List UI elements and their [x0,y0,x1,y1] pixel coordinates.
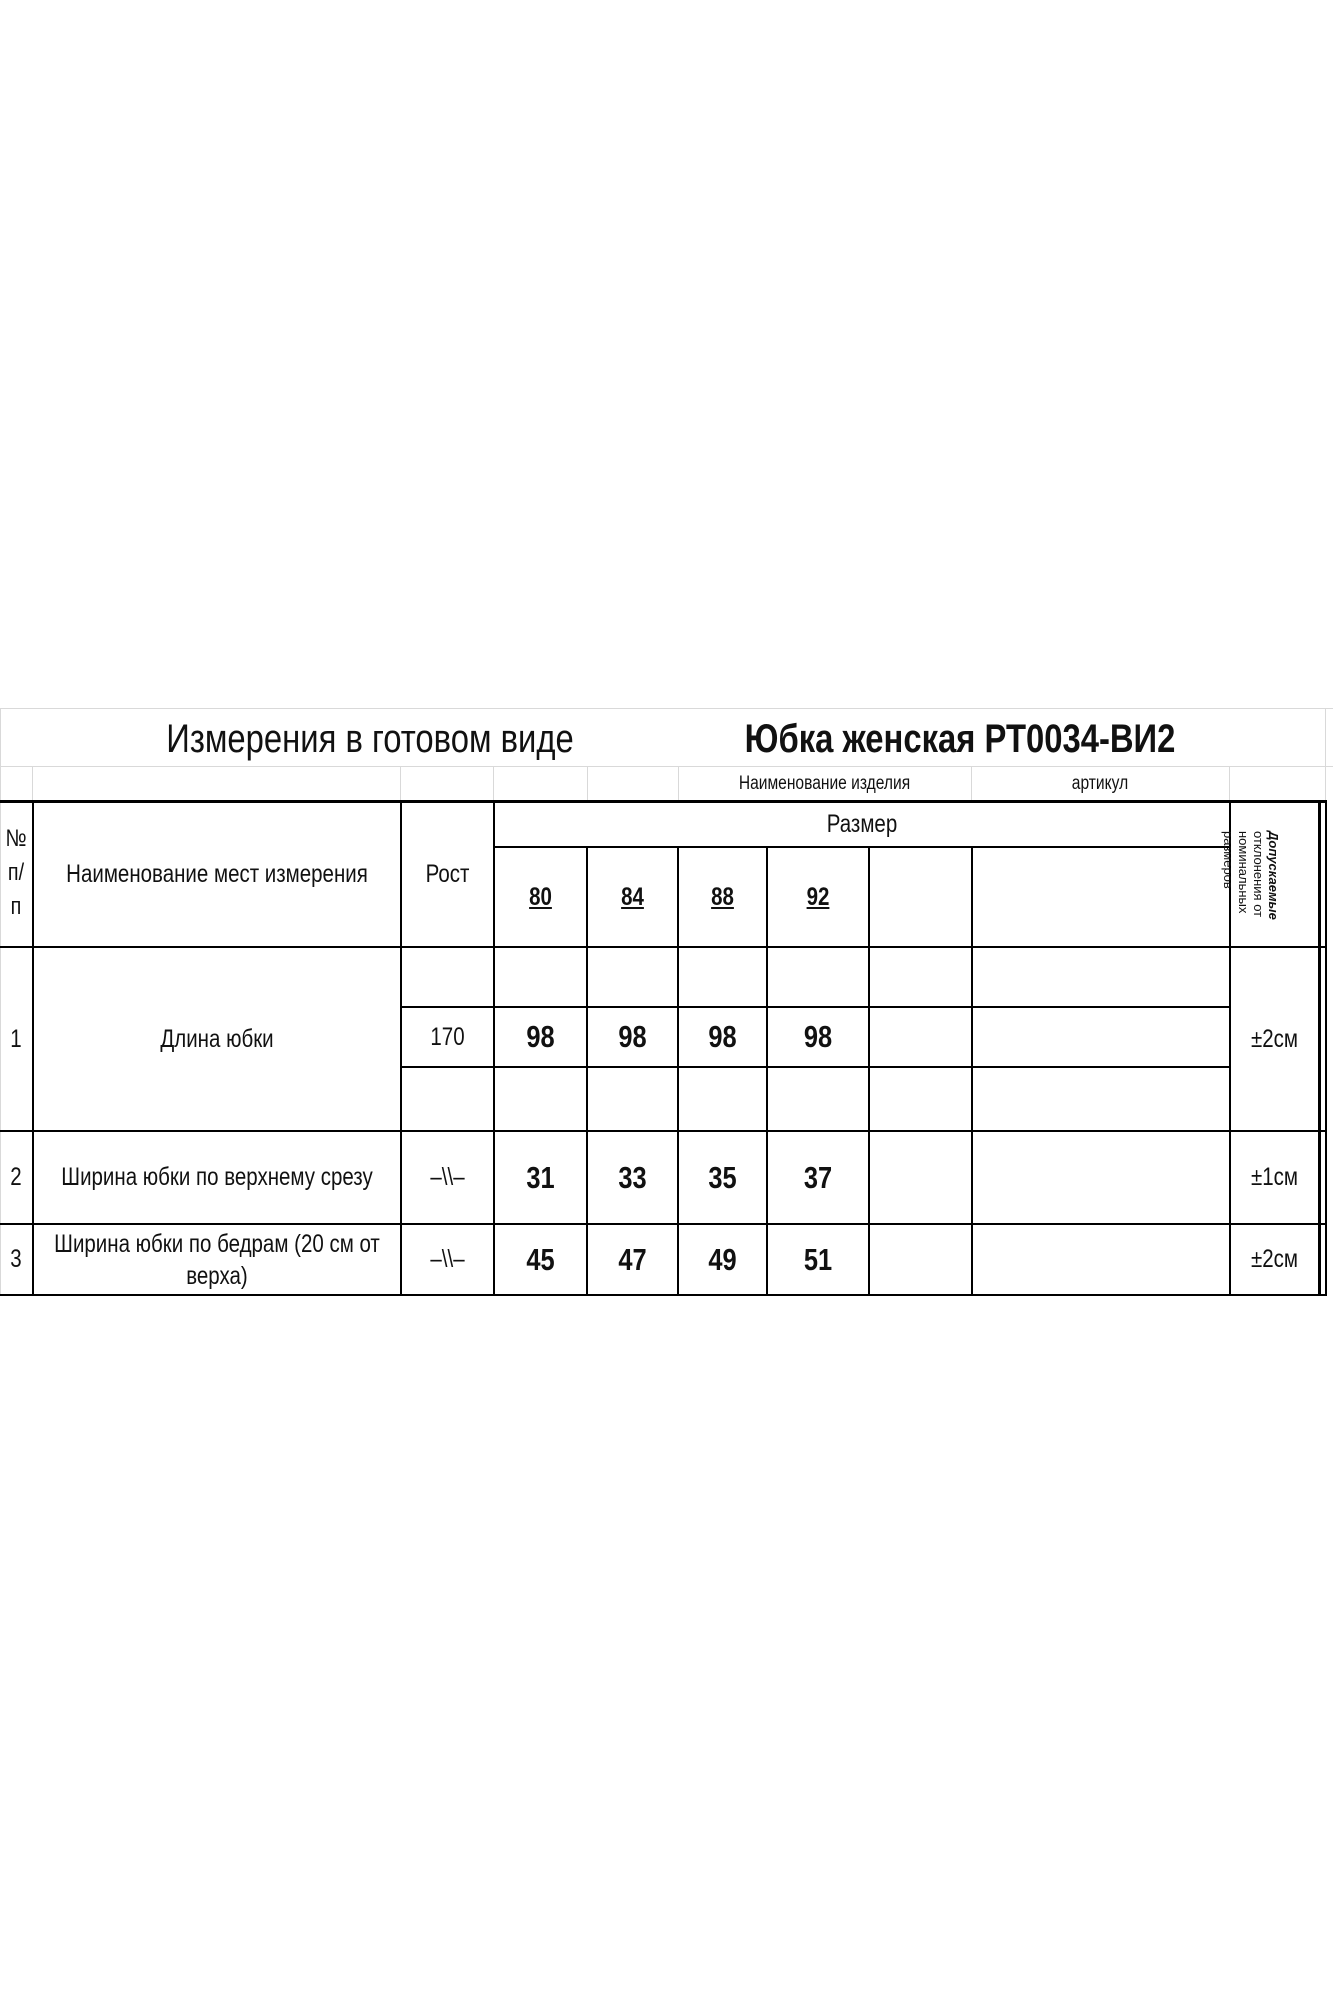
table-border [766,846,768,1296]
table-border [0,1294,1325,1296]
grid-line [587,766,588,800]
grid-line [0,708,1333,709]
size-value: 33 [618,1159,647,1195]
size-value: 98 [618,1019,647,1054]
row-number: 3 [10,1245,22,1273]
size-header [879,848,962,946]
table-border [1318,800,1321,1296]
height-value: –\\– [430,1245,465,1273]
size-value [996,1008,1206,1066]
size-value: 47 [618,1241,647,1277]
size-value [996,1132,1206,1223]
size-header: 80 [529,882,552,911]
caption-product-name: Наименование изделия [738,773,911,794]
size-value: 98 [803,1019,833,1054]
grid-line [493,766,494,800]
grid-line [0,708,1,800]
size-value: 35 [708,1159,737,1195]
grid-line [32,766,33,800]
product-title: Юбка женская РТ0034-ВИ2 [744,716,1176,761]
size-value: 98 [708,1019,737,1054]
table-border [586,846,588,1296]
measurement-name: Ширина юбки по верхнему срезу [61,1163,373,1191]
row-number: 2 [10,1163,22,1191]
table-border [400,1066,1230,1068]
size-header: 92 [806,882,830,911]
tolerance-value: ±1см [1251,1163,1298,1191]
size-value: 37 [803,1159,833,1195]
grid-line [0,800,1,1296]
size-value: 98 [526,1019,555,1054]
table-border [493,800,495,1296]
grid-line [678,766,679,800]
size-value: 45 [526,1241,555,1277]
size-value [879,1008,962,1066]
sheet-title: Измерения в готовом виде [166,716,574,761]
header-number: № п/ п [5,825,27,920]
grid-line [1229,766,1230,800]
size-header: 88 [711,882,734,911]
header-tolerance: Допускаемые отклонения от номинальных размеров [1221,831,1281,920]
height-value: –\\– [430,1163,465,1191]
header-height: Рост [425,860,470,888]
grid-line [1325,708,1326,800]
size-value [879,1225,962,1294]
measurement-sheet [0,708,1333,1296]
measurement-name: Ширина юбки по бедрам (20 см от верха) [54,1229,380,1290]
header-measurement-name: Наименование мест измерения [66,860,368,888]
row-number: 1 [10,1024,22,1053]
measurement-name: Длина юбки [160,1024,274,1053]
grid-line [400,766,401,800]
table-border [971,846,973,1296]
size-value [879,1132,962,1223]
size-value: 51 [803,1241,833,1277]
tolerance-value: ±2см [1251,1024,1298,1053]
grid-line [0,766,1333,767]
height-value: 170 [430,1022,465,1051]
size-value [996,1225,1206,1294]
table-border [400,800,402,1296]
grid-line [971,766,972,800]
table-border [868,846,870,1296]
tolerance-value: ±2см [1251,1245,1298,1273]
table-border [1325,800,1327,1296]
size-header [996,848,1206,946]
size-header: 84 [621,882,644,911]
size-value: 49 [708,1241,737,1277]
caption-article: артикул [1071,773,1129,794]
size-value: 31 [526,1159,555,1195]
table-border [32,800,34,1296]
table-border [677,846,679,1296]
header-size: Размер [826,810,898,838]
